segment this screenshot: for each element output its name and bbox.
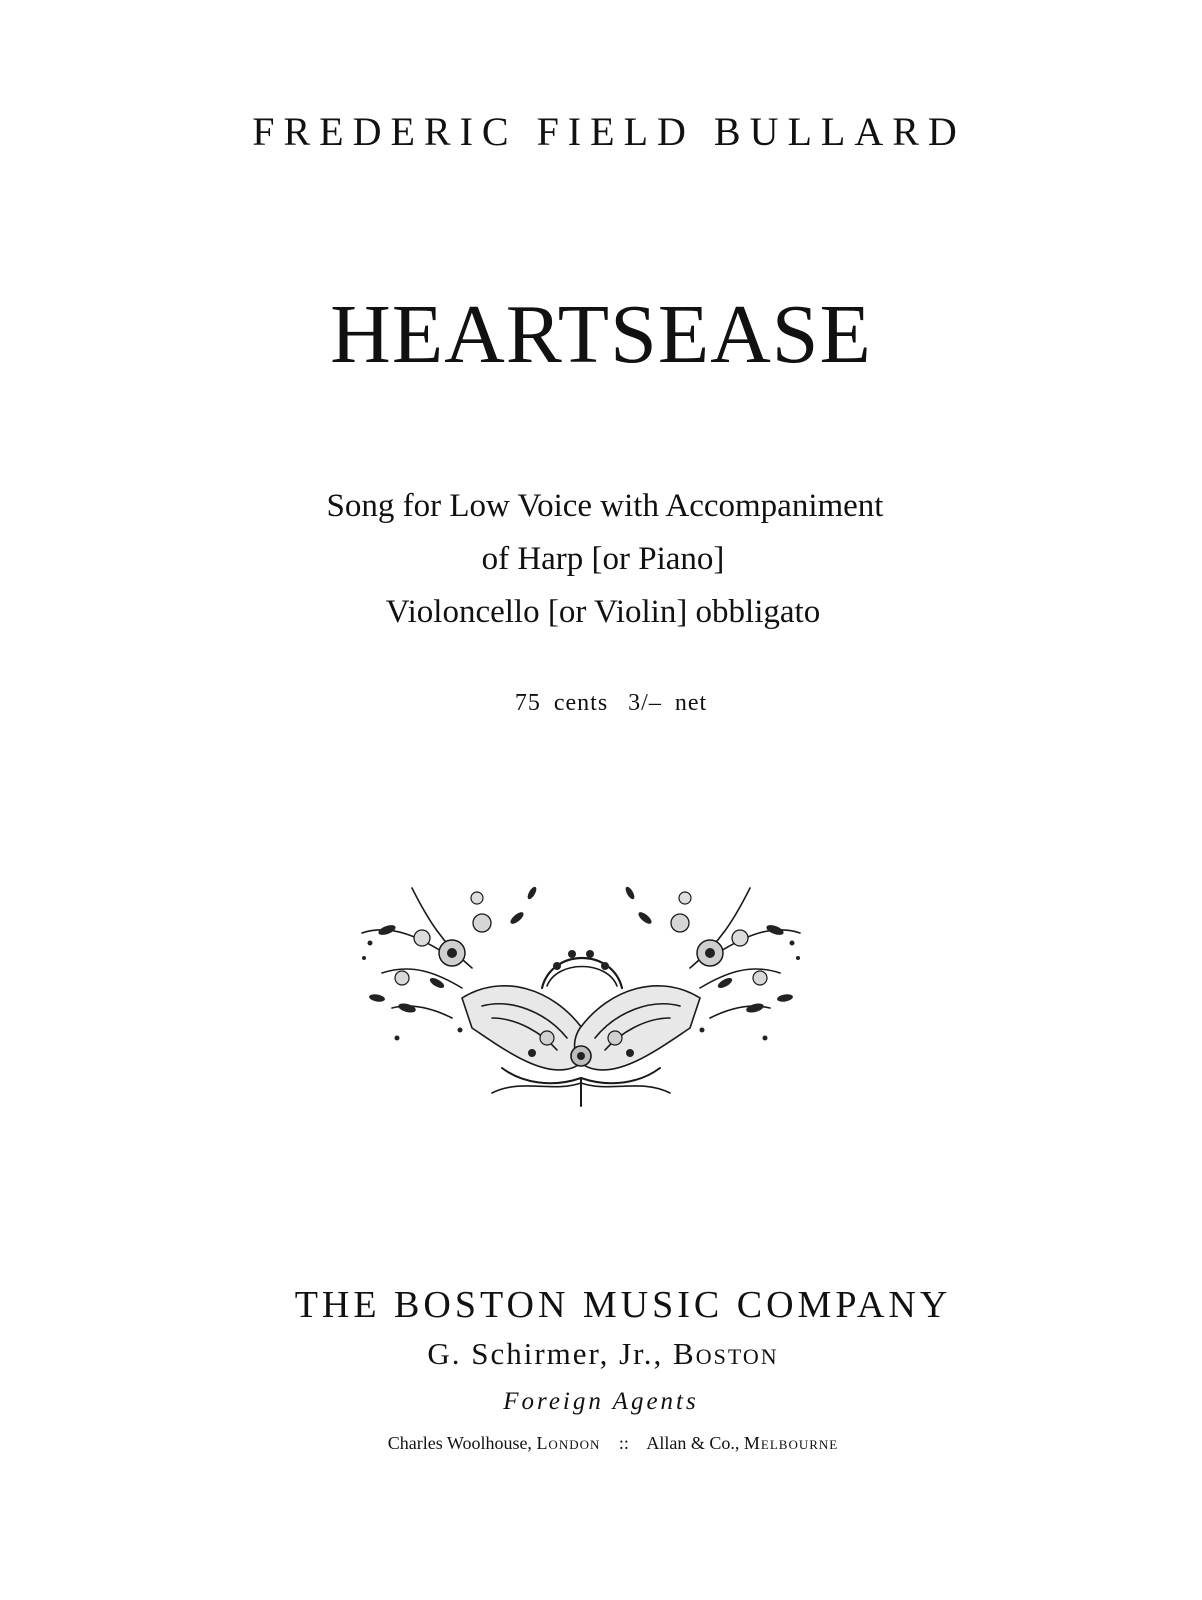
agent-name: G. Schirmer, Jr., <box>427 1336 664 1371</box>
song-title: HEARTSEASE <box>330 288 872 381</box>
subtitle-line-1: Song for Low Voice with Accompaniment <box>326 488 884 524</box>
agent-city: Boston <box>673 1336 779 1371</box>
foreign-agents-label: Foreign Agents <box>503 1388 699 1415</box>
price-uk: 3/– net <box>628 690 708 716</box>
publisher-name: THE BOSTON MUSIC COMPANY <box>294 1284 952 1326</box>
publisher-agent <box>0 1336 1202 1372</box>
london-city: London <box>536 1433 601 1453</box>
agents-separator: :: <box>618 1433 629 1453</box>
melbourne-agent: Allan & Co., <box>646 1433 740 1453</box>
composer-name: FREDERIC FIELD BULLARD <box>252 109 966 154</box>
floral-cornucopia-ornament <box>352 878 810 1114</box>
price-line <box>0 690 1202 717</box>
london-agent: Charles Woolhouse, <box>387 1433 532 1453</box>
subtitle-line-3: Violoncello [or Violin] obbligato <box>385 594 821 630</box>
price-us: 75 cents <box>514 690 609 716</box>
melbourne-city: Melbourne <box>743 1433 839 1453</box>
foreign-agents-list <box>0 1433 1202 1454</box>
subtitle-line-2: of Harp [or Piano] <box>481 541 725 577</box>
